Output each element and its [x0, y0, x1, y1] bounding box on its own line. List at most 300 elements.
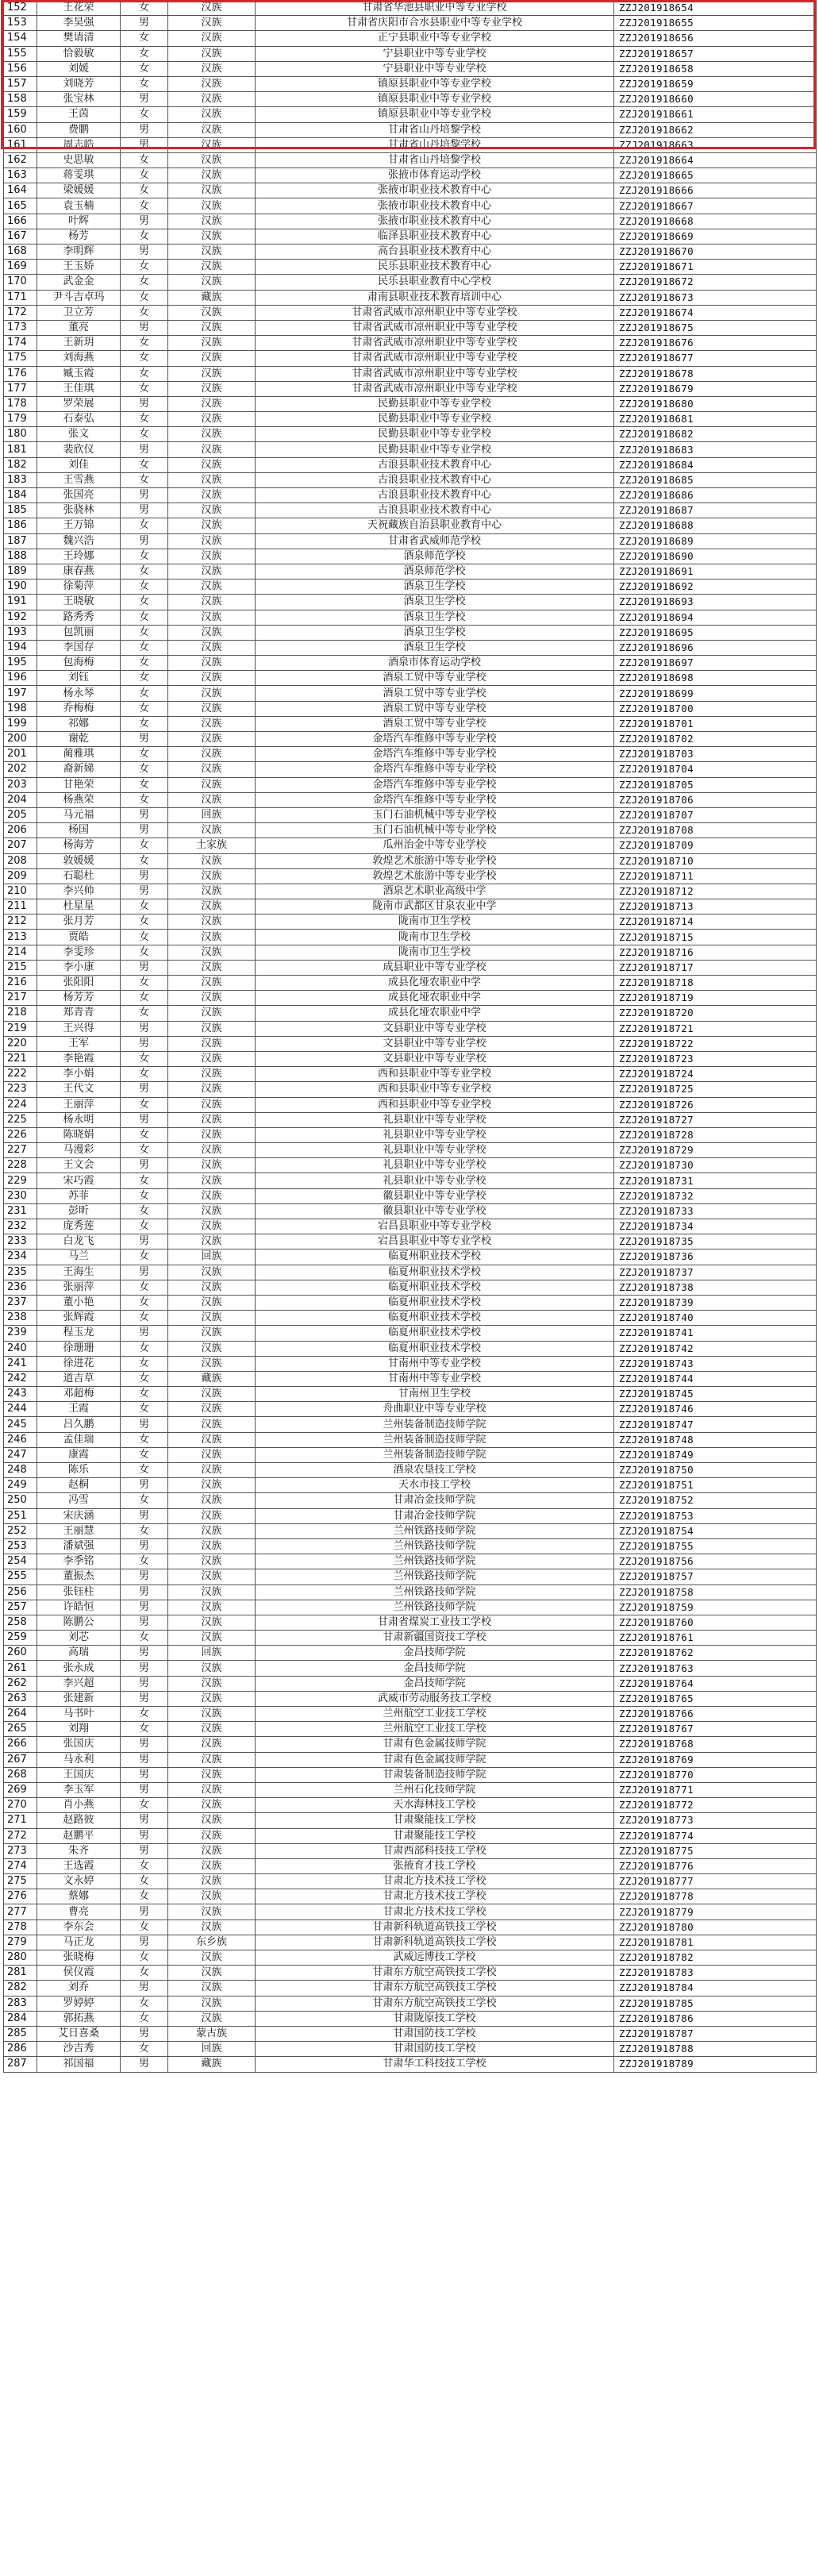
- row-number: 218: [4, 1006, 37, 1021]
- student-name: 杜星星: [37, 899, 121, 914]
- student-name: 侯仪霞: [37, 1966, 121, 1981]
- student-name: 张阳阳: [37, 976, 121, 991]
- gender: 女: [121, 595, 168, 610]
- student-id: ZZJ201918659: [614, 76, 817, 91]
- ethnicity: 汉族: [168, 1036, 256, 1051]
- student-name: 宋庆涵: [37, 1508, 121, 1523]
- student-id: ZZJ201918669: [614, 229, 817, 244]
- gender: 男: [121, 1981, 168, 1996]
- school-name: 甘南州卫生学校: [256, 1387, 614, 1402]
- table-row: [4, 46, 817, 61]
- gender: 女: [121, 1203, 168, 1219]
- row-number: 230: [4, 1188, 37, 1203]
- student-id: ZZJ201918726: [614, 1097, 817, 1112]
- student-id: ZZJ201918745: [614, 1387, 817, 1402]
- school-name: 兰州石化技师学院: [256, 1782, 614, 1797]
- gender: 女: [121, 1295, 168, 1310]
- ethnicity: 汉族: [168, 92, 256, 107]
- ethnicity: 汉族: [168, 488, 256, 503]
- row-number: 163: [4, 168, 37, 183]
- student-name: 张国亮: [37, 488, 121, 503]
- school-name: 甘南州中等专业学校: [256, 1356, 614, 1371]
- student-name: 刘芯: [37, 1631, 121, 1646]
- gender: 女: [121, 472, 168, 487]
- gender: 男: [121, 245, 168, 260]
- gender: 女: [121, 564, 168, 579]
- gender: 女: [121, 1463, 168, 1478]
- table-row: [4, 1737, 817, 1752]
- table-row: [4, 137, 817, 152]
- student-id: ZZJ201918684: [614, 457, 817, 472]
- student-id: ZZJ201918763: [614, 1661, 817, 1676]
- row-number: 262: [4, 1676, 37, 1691]
- gender: 女: [121, 1447, 168, 1462]
- student-id: ZZJ201918746: [614, 1402, 817, 1417]
- school-name: 甘肃陇原技工学校: [256, 2011, 614, 2026]
- gender: 女: [121, 198, 168, 214]
- school-name: 文县职业中等专业学校: [256, 1051, 614, 1066]
- gender: 男: [121, 1082, 168, 1097]
- school-name: 民勤县职业中等专业学校: [256, 427, 614, 442]
- student-name: 白龙飞: [37, 1234, 121, 1249]
- gender: 男: [121, 320, 168, 335]
- table-row: [4, 1676, 817, 1691]
- school-name: 敦煌艺术旅游中等专业学校: [256, 853, 614, 868]
- student-id: ZZJ201918741: [614, 1326, 817, 1341]
- student-name: 包海梅: [37, 656, 121, 671]
- student-name: 肖小燕: [37, 1798, 121, 1813]
- student-name: 庞秀莲: [37, 1219, 121, 1234]
- student-id: ZZJ201918678: [614, 366, 817, 381]
- student-name: 史思敏: [37, 152, 121, 167]
- school-name: 瓜州治金中等专业学校: [256, 838, 614, 853]
- school-name: 陇南市卫生学校: [256, 945, 614, 960]
- student-name: 罗婷婷: [37, 1996, 121, 2011]
- student-id: ZZJ201918752: [614, 1493, 817, 1508]
- student-id: ZZJ201918734: [614, 1219, 817, 1234]
- student-id: ZZJ201918754: [614, 1523, 817, 1538]
- row-number: 170: [4, 275, 37, 290]
- student-name: 陈乐: [37, 1463, 121, 1478]
- row-number: 226: [4, 1127, 37, 1142]
- school-name: 成县职业中等专业学校: [256, 960, 614, 975]
- student-id: ZZJ201918750: [614, 1463, 817, 1478]
- gender: 女: [121, 1631, 168, 1646]
- school-name: 甘肃东方航空高铁技工学校: [256, 1996, 614, 2011]
- gender: 女: [121, 1219, 168, 1234]
- row-number: 276: [4, 1889, 37, 1904]
- gender: 女: [121, 991, 168, 1006]
- gender: 男: [121, 1691, 168, 1706]
- school-name: 民勤县职业中等专业学校: [256, 442, 614, 457]
- student-name: 王玲娜: [37, 549, 121, 564]
- gender: 女: [121, 1173, 168, 1188]
- gender: 男: [121, 1326, 168, 1341]
- row-number: 181: [4, 442, 37, 457]
- gender: 女: [121, 275, 168, 290]
- row-number: 152: [4, 1, 37, 16]
- ethnicity: 汉族: [168, 61, 256, 76]
- school-name: 甘肃东方航空高铁技工学校: [256, 1966, 614, 1981]
- table-row: [4, 1112, 817, 1127]
- school-name: 张掖市体育运动学校: [256, 168, 614, 183]
- gender: 女: [121, 457, 168, 472]
- row-number: 237: [4, 1295, 37, 1310]
- school-name: 甘肃北方技术技工学校: [256, 1889, 614, 1904]
- row-number: 207: [4, 838, 37, 853]
- ethnicity: 汉族: [168, 868, 256, 884]
- table-row: [4, 1295, 817, 1310]
- school-name: 成县化垭农职业中学: [256, 1006, 614, 1021]
- student-name: 贾皓: [37, 930, 121, 945]
- gender: 女: [121, 260, 168, 275]
- ethnicity: 汉族: [168, 1326, 256, 1341]
- student-id: ZZJ201918731: [614, 1173, 817, 1188]
- student-id: ZZJ201918677: [614, 351, 817, 366]
- school-name: 玉门石油机械中等专业学校: [256, 807, 614, 822]
- row-number: 268: [4, 1767, 37, 1782]
- student-id: ZZJ201918742: [614, 1341, 817, 1356]
- ethnicity: 汉族: [168, 366, 256, 381]
- school-name: 甘肃北方技术技工学校: [256, 1904, 614, 1919]
- table-row: [4, 92, 817, 107]
- gender: 女: [121, 1996, 168, 2011]
- gender: 女: [121, 792, 168, 807]
- ethnicity: 汉族: [168, 1523, 256, 1538]
- table-row: [4, 1280, 817, 1295]
- student-name: 谢乾: [37, 732, 121, 747]
- table-row: [4, 442, 817, 457]
- row-number: 245: [4, 1417, 37, 1432]
- student-id: ZZJ201918722: [614, 1036, 817, 1051]
- gender: 男: [121, 396, 168, 411]
- ethnicity: 汉族: [168, 1966, 256, 1981]
- student-name: 马书叶: [37, 1707, 121, 1722]
- table-row: [4, 412, 817, 427]
- row-number: 259: [4, 1631, 37, 1646]
- table-row: [4, 2026, 817, 2041]
- table-row: [4, 1387, 817, 1402]
- table-row: [4, 899, 817, 914]
- student-name: 马正龙: [37, 1935, 121, 1950]
- school-name: 礼县职业中等专业学校: [256, 1143, 614, 1158]
- student-name: 王丽萍: [37, 1097, 121, 1112]
- table-row: [4, 2057, 817, 2072]
- row-number: 171: [4, 290, 37, 305]
- school-name: 礼县职业中等专业学校: [256, 1173, 614, 1188]
- gender: 女: [121, 777, 168, 792]
- row-number: 233: [4, 1234, 37, 1249]
- student-name: 杨芳芳: [37, 991, 121, 1006]
- school-name: 甘肃省山丹培黎学校: [256, 152, 614, 167]
- ethnicity: 汉族: [168, 1280, 256, 1295]
- student-name: 沙吉秀: [37, 2042, 121, 2057]
- row-number: 273: [4, 1843, 37, 1858]
- ethnicity: 汉族: [168, 1173, 256, 1188]
- ethnicity: 汉族: [168, 1493, 256, 1508]
- table-row: [4, 930, 817, 945]
- row-number: 198: [4, 701, 37, 716]
- row-number: 244: [4, 1402, 37, 1417]
- gender: 男: [121, 1782, 168, 1797]
- student-id: ZZJ201918758: [614, 1584, 817, 1600]
- row-number: 212: [4, 914, 37, 930]
- student-id: ZZJ201918740: [614, 1311, 817, 1326]
- student-name: 陈鹏公: [37, 1615, 121, 1630]
- student-name: 杨国: [37, 823, 121, 838]
- student-name: 苏菲: [37, 1188, 121, 1203]
- table-row: [4, 1006, 817, 1021]
- row-number: 196: [4, 671, 37, 686]
- row-number: 166: [4, 214, 37, 229]
- student-name: 文永婷: [37, 1874, 121, 1889]
- student-name: 祁娜: [37, 716, 121, 731]
- gender: 女: [121, 351, 168, 366]
- student-name: 赵路彼: [37, 1813, 121, 1828]
- student-id: ZZJ201918735: [614, 1234, 817, 1249]
- school-name: 古浪县职业技术教育中心: [256, 503, 614, 518]
- table-row: [4, 1950, 817, 1966]
- school-name: 甘肃东方航空高铁技工学校: [256, 1981, 614, 1996]
- school-name: 甘肃省武威市凉州职业中等专业学校: [256, 336, 614, 351]
- student-name: 吕久鹏: [37, 1417, 121, 1432]
- student-id: ZZJ201918702: [614, 732, 817, 747]
- school-name: 临夏州职业技术学校: [256, 1265, 614, 1280]
- gender: 女: [121, 381, 168, 396]
- table-row: [4, 245, 817, 260]
- school-name: 礼县职业中等专业学校: [256, 1112, 614, 1127]
- student-id: ZZJ201918768: [614, 1737, 817, 1752]
- student-name: 刘钰: [37, 671, 121, 686]
- ethnicity: 汉族: [168, 1950, 256, 1966]
- student-id: ZZJ201918704: [614, 762, 817, 777]
- student-id: ZZJ201918693: [614, 595, 817, 610]
- student-name: 康霞: [37, 1447, 121, 1462]
- ethnicity: 汉族: [168, 152, 256, 167]
- student-name: 杨永明: [37, 1112, 121, 1127]
- ethnicity: 汉族: [168, 1584, 256, 1600]
- gender: 女: [121, 640, 168, 655]
- student-name: 武金金: [37, 275, 121, 290]
- student-name: 王新玥: [37, 336, 121, 351]
- school-name: 古浪县职业技术教育中心: [256, 488, 614, 503]
- row-number: 183: [4, 472, 37, 487]
- school-name: 兰州铁路技师学院: [256, 1584, 614, 1600]
- gender: 男: [121, 1661, 168, 1676]
- row-number: 192: [4, 610, 37, 625]
- student-name: 赵桐: [37, 1478, 121, 1493]
- row-number: 176: [4, 366, 37, 381]
- student-name: 艾日喜桑: [37, 2026, 121, 2041]
- gender: 男: [121, 1158, 168, 1173]
- gender: 男: [121, 1508, 168, 1523]
- student-name: 恰毅敏: [37, 46, 121, 61]
- table-row: [4, 16, 817, 31]
- row-number: 283: [4, 1996, 37, 2011]
- student-id: ZZJ201918770: [614, 1767, 817, 1782]
- student-id: ZZJ201918764: [614, 1676, 817, 1691]
- row-number: 184: [4, 488, 37, 503]
- ethnicity: 汉族: [168, 930, 256, 945]
- row-number: 211: [4, 899, 37, 914]
- row-number: 238: [4, 1311, 37, 1326]
- row-number: 257: [4, 1600, 37, 1615]
- school-name: 西和县职业中等专业学校: [256, 1067, 614, 1082]
- student-id: ZZJ201918687: [614, 503, 817, 518]
- ethnicity: 汉族: [168, 914, 256, 930]
- ethnicity: 汉族: [168, 1356, 256, 1371]
- school-name: 张掖市职业技术教育中心: [256, 214, 614, 229]
- row-number: 214: [4, 945, 37, 960]
- student-name: 冯雪: [37, 1493, 121, 1508]
- school-name: 临夏州职业技术学校: [256, 1311, 614, 1326]
- table-row: [4, 1311, 817, 1326]
- student-id: ZZJ201918705: [614, 777, 817, 792]
- table-row: [4, 1478, 817, 1493]
- table-row: [4, 1447, 817, 1462]
- ethnicity: 汉族: [168, 260, 256, 275]
- school-name: 酒泉卫生学校: [256, 580, 614, 595]
- table-row: [4, 1707, 817, 1722]
- student-name: 卫立芳: [37, 305, 121, 320]
- row-number: 215: [4, 960, 37, 975]
- gender: 女: [121, 1889, 168, 1904]
- ethnicity: 汉族: [168, 1051, 256, 1066]
- student-name: 李小娟: [37, 1067, 121, 1082]
- row-number: 267: [4, 1752, 37, 1767]
- student-name: 张辉霞: [37, 1311, 121, 1326]
- ethnicity: 汉族: [168, 1615, 256, 1630]
- ethnicity: 汉族: [168, 1478, 256, 1493]
- table-row: [4, 1646, 817, 1661]
- student-name: 马漫彩: [37, 1143, 121, 1158]
- table-row: [4, 152, 817, 167]
- gender: 女: [121, 580, 168, 595]
- ethnicity: 汉族: [168, 31, 256, 46]
- school-name: 酒泉卫生学校: [256, 640, 614, 655]
- ethnicity: 汉族: [168, 777, 256, 792]
- student-name: 蒋雯琪: [37, 168, 121, 183]
- table-row: [4, 1554, 817, 1569]
- row-number: 242: [4, 1371, 37, 1386]
- student-id: ZZJ201918695: [614, 625, 817, 640]
- ethnicity: 藏族: [168, 2057, 256, 2072]
- ethnicity: 汉族: [168, 214, 256, 229]
- ethnicity: 汉族: [168, 1127, 256, 1142]
- row-number: 219: [4, 1021, 37, 1036]
- school-name: 武威远博技工学校: [256, 1950, 614, 1966]
- row-number: 216: [4, 976, 37, 991]
- ethnicity: 汉族: [168, 1981, 256, 1996]
- gender: 女: [121, 2042, 168, 2057]
- student-name: 潘斌强: [37, 1538, 121, 1554]
- table-row: [4, 533, 817, 549]
- row-number: 251: [4, 1508, 37, 1523]
- gender: 男: [121, 732, 168, 747]
- ethnicity: 汉族: [168, 412, 256, 427]
- table-row: [4, 914, 817, 930]
- student-id: ZZJ201918660: [614, 92, 817, 107]
- gender: 女: [121, 762, 168, 777]
- row-number: 223: [4, 1082, 37, 1097]
- row-number: 169: [4, 260, 37, 275]
- table-row: [4, 686, 817, 701]
- ethnicity: 汉族: [168, 2011, 256, 2026]
- ethnicity: 汉族: [168, 1904, 256, 1919]
- ethnicity: 汉族: [168, 1798, 256, 1813]
- student-name: 王花荣: [37, 1, 121, 16]
- student-id: ZZJ201918718: [614, 976, 817, 991]
- gender: 女: [121, 1127, 168, 1142]
- gender: 男: [121, 16, 168, 31]
- row-number: 264: [4, 1707, 37, 1722]
- gender: 女: [121, 1188, 168, 1203]
- student-name: 刘海燕: [37, 351, 121, 366]
- gender: 女: [121, 1143, 168, 1158]
- table-row: [4, 305, 817, 320]
- ethnicity: 汉族: [168, 1097, 256, 1112]
- table-row: [4, 868, 817, 884]
- school-name: 甘肃聚能技工学校: [256, 1813, 614, 1828]
- gender: 女: [121, 930, 168, 945]
- school-name: 陇南市卫生学校: [256, 914, 614, 930]
- table-row: [4, 183, 817, 198]
- gender: 男: [121, 1234, 168, 1249]
- row-number: 256: [4, 1584, 37, 1600]
- school-name: 临夏州职业技术学校: [256, 1341, 614, 1356]
- student-id: ZZJ201918782: [614, 1950, 817, 1966]
- row-number: 255: [4, 1569, 37, 1584]
- gender: 女: [121, 1402, 168, 1417]
- table-row: [4, 503, 817, 518]
- school-name: 甘肃省武威市凉州职业中等专业学校: [256, 320, 614, 335]
- table-row: [4, 732, 817, 747]
- table-row: [4, 1935, 817, 1950]
- table-row: [4, 853, 817, 868]
- student-name: 刘佳: [37, 457, 121, 472]
- student-id: ZZJ201918668: [614, 214, 817, 229]
- gender: 男: [121, 1843, 168, 1858]
- gender: 女: [121, 747, 168, 762]
- gender: 男: [121, 122, 168, 137]
- school-name: 甘肃省煤炭工业技工学校: [256, 1615, 614, 1630]
- school-name: 兰州铁路技师学院: [256, 1569, 614, 1584]
- row-number: 177: [4, 381, 37, 396]
- table-row: [4, 61, 817, 76]
- gender: 女: [121, 1341, 168, 1356]
- student-id: ZZJ201918699: [614, 686, 817, 701]
- ethnicity: 汉族: [168, 1265, 256, 1280]
- student-name: 袁玉楠: [37, 198, 121, 214]
- ethnicity: 汉族: [168, 884, 256, 899]
- student-name: 李东会: [37, 1919, 121, 1935]
- table-row: [4, 1858, 817, 1873]
- school-name: 舟曲职业中等专业学校: [256, 1402, 614, 1417]
- gender: 女: [121, 1067, 168, 1082]
- school-name: 金塔汽车维修中等专业学校: [256, 792, 614, 807]
- gender: 女: [121, 976, 168, 991]
- row-number: 199: [4, 716, 37, 731]
- ethnicity: 汉族: [168, 168, 256, 183]
- student-id: ZZJ201918748: [614, 1432, 817, 1447]
- school-name: 酒泉卫生学校: [256, 625, 614, 640]
- table-row: [4, 976, 817, 991]
- school-name: 甘肃省庆阳市合水县职业中等专业学校: [256, 16, 614, 31]
- table-row: [4, 1417, 817, 1432]
- ethnicity: 汉族: [168, 1447, 256, 1462]
- student-id: ZZJ201918723: [614, 1051, 817, 1066]
- gender: 女: [121, 518, 168, 533]
